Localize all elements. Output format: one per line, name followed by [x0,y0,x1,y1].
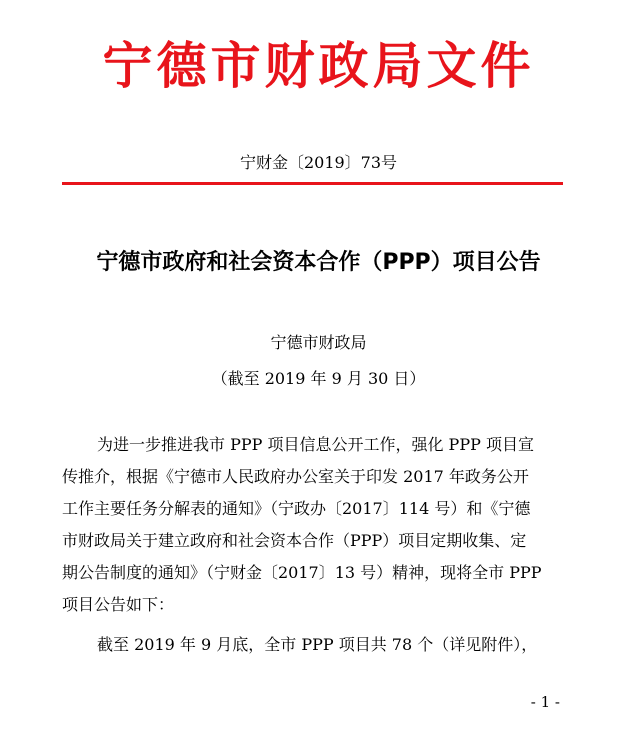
body-line: 传推介，根据《宁德市人民政府办公室关于印发 2017 年政务公开 [62,467,529,486]
issuer: 宁德市财政局 [270,333,367,352]
body-line: 为进一步推进我市 PPP 项目信息公开工作，强化 PPP 项目宣 [97,435,534,454]
body-line: 期公告制度的通知》（宁财金〔2017〕13 号）精神，现将全市 PPP [62,563,542,582]
announcement-title: 宁德市政府和社会资本合作（PPP）项目公告 [96,250,541,275]
page-number: - 1 - [530,693,560,711]
red-divider-rule [62,182,563,185]
body-line: 截至 2019 年 9 月底，全市 PPP 项目共 78 个（详见附件）， [97,635,538,654]
body-line: 工作主要任务分解表的通知》（宁政办〔2017〕114 号）和《宁德 [62,499,531,518]
document-number: 宁财金〔2019〕73号 [239,153,398,172]
body-line: 项目公告如下： [62,595,175,614]
masthead-title: 宁德市财政局文件 [102,37,535,95]
body-line: 市财政局关于建立政府和社会资本合作（PPP）项目定期收集、定 [62,531,527,550]
as-of-date: （截至 2019 年 9 月 30 日） [211,369,426,388]
